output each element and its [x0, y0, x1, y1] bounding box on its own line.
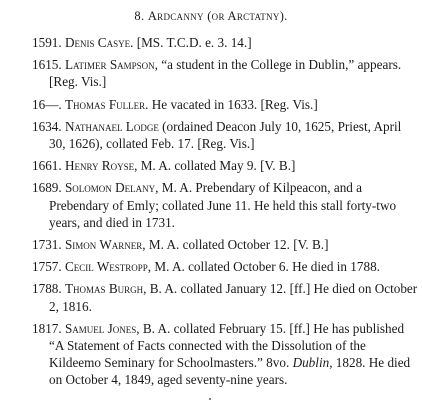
entry-name: Simon Warner,	[64, 237, 146, 253]
entry-year: 1634.	[32, 118, 62, 134]
entry-text: (ordained Deacon July 10, 1625, Priest, April 30, 1626), collated Feb. 17. [Reg. Vis.]	[49, 118, 402, 152]
entry-year: 16—.	[32, 96, 62, 112]
entry-text: M. A. collated May 9. [V. B.]	[140, 158, 296, 174]
entry-year: 1689.	[32, 180, 62, 196]
list-item	[32, 56, 418, 90]
list-item	[32, 34, 418, 51]
entry-name: Cecil Westropp,	[64, 259, 152, 275]
entry-text-continued: 1828. He died on October 4, 1849, aged seventy-nine years.	[49, 355, 411, 388]
section-heading	[0, 9, 422, 24]
entry-year: 1757.	[32, 259, 62, 275]
entry-name: Denis Casye.	[64, 35, 134, 50]
entry-text: [MS. T.C.D. e. 3. 14.]	[136, 35, 252, 50]
list-item	[32, 236, 418, 253]
entry-year: 1615.	[32, 57, 62, 73]
list-item	[32, 157, 418, 174]
entry-text: B. A. collated February 15. [ff.] He has published “A Statement of Facts connected with the Dissolution of the Kildeemo Seminary for Schoolmasters.” 8vo.	[49, 320, 405, 371]
stray-mark	[209, 398, 211, 400]
entry-name: Thomas Fuller.	[64, 96, 149, 112]
entry-text: B. A. collated January 12. [ff.] He died on October 2, 1816.	[49, 281, 418, 314]
list-item	[32, 179, 418, 231]
heading-number: 8.	[134, 9, 145, 23]
entry-italic-place: Dublin,	[292, 355, 333, 371]
entry-text: M. A. collated October 6. He died in 1788.	[154, 259, 380, 275]
list-item	[32, 320, 418, 389]
entry-name: Samuel Jones,	[64, 320, 140, 336]
entry-name: Henry Royse,	[64, 158, 138, 174]
heading-variant: (or Arctatny).	[207, 9, 288, 23]
list-item	[32, 280, 418, 314]
heading-parish: Ardcanny	[147, 9, 204, 23]
entry-list	[32, 34, 418, 394]
entry-text: M. A. collated October 12. [V. B.]	[148, 237, 329, 253]
entry-year: 1661.	[32, 158, 62, 174]
list-item	[32, 96, 418, 113]
entry-name: Solomon Delany,	[64, 180, 159, 196]
entry-text: “a student in the College in Dublin,” appears. [Reg. Vis.]	[49, 57, 402, 90]
entry-name: Nathanael Lodge	[64, 118, 159, 134]
list-item	[32, 118, 418, 152]
entry-year: 1731.	[32, 237, 62, 253]
entry-year: 1817.	[32, 320, 62, 336]
entry-name: Latimer Sampson,	[64, 57, 158, 73]
entry-text: M. A. Prebendary of Kilpeacon, and a Prebendary of Emly; collated June 11. He held this stall forty-two years, and died in 1731.	[49, 180, 397, 230]
entry-name: Thomas Burgh,	[64, 281, 147, 297]
entry-text: He vacated in 1633. [Reg. Vis.]	[151, 96, 318, 112]
list-item	[32, 258, 418, 275]
entry-year: 1591.	[32, 35, 62, 50]
entry-year: 1788.	[32, 281, 62, 297]
